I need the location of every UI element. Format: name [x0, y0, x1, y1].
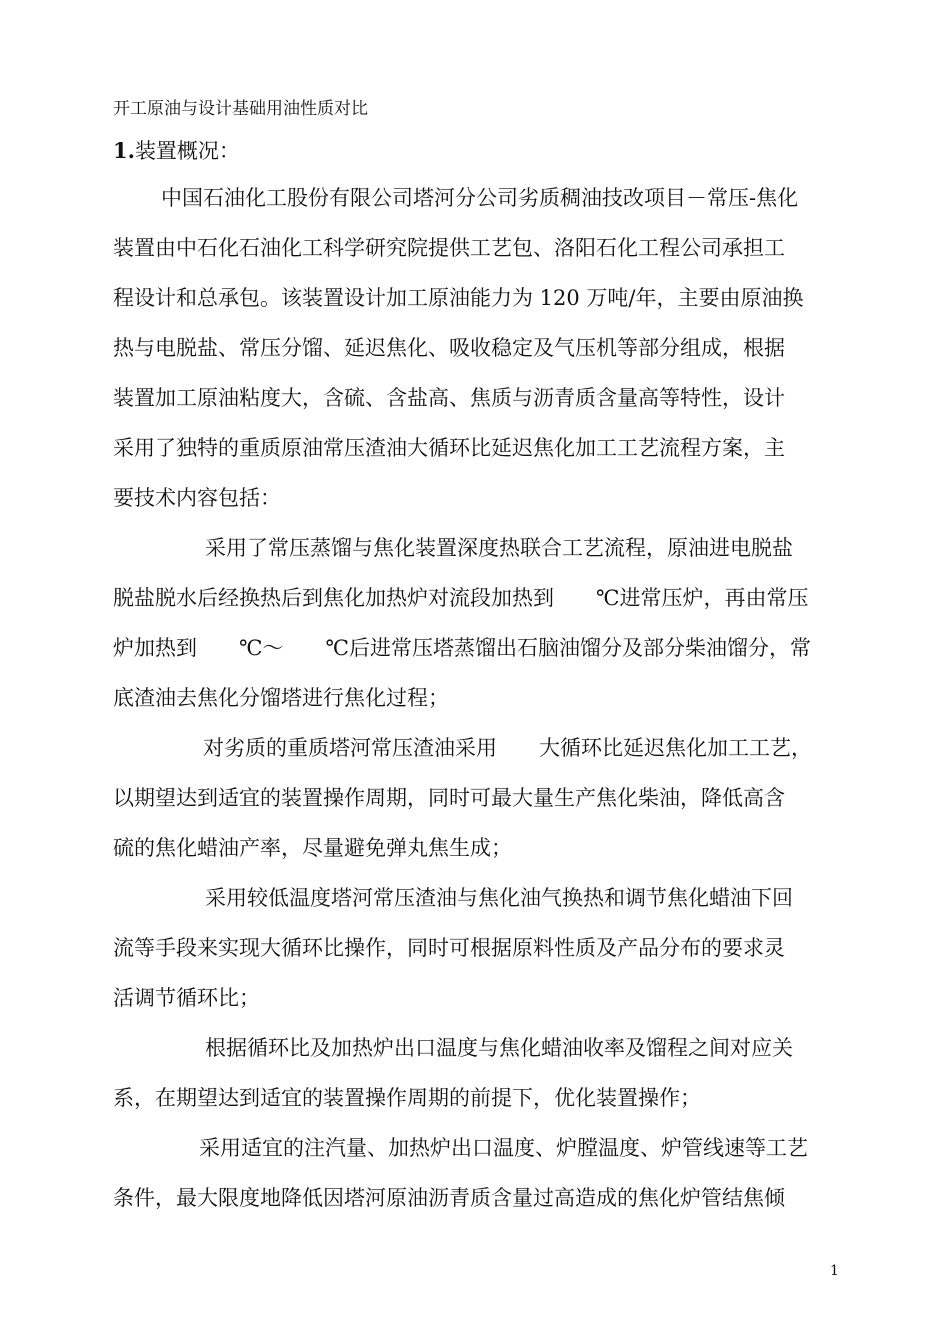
- section-number: 1.: [113, 138, 135, 163]
- paragraph-line: 装置加工原油粘度大，含硫、含盐高、焦质与沥青质含量高等特性，设计: [113, 386, 785, 410]
- paragraph-line: 要技术内容包括：: [113, 486, 281, 510]
- paragraph-line: 硫的焦化蜡油产率，尽量避免弹丸焦生成；: [113, 836, 512, 860]
- paragraph-line: 流等手段来实现大循环比操作，同时可根据原料性质及产品分布的要求灵: [113, 936, 785, 960]
- section-heading: [113, 136, 240, 166]
- paragraph-line: 采用了常压蒸馏与焦化装置深度热联合工艺流程，原油进电脱盐: [205, 536, 793, 560]
- paragraph-line: 热与电脱盐、常压分馏、延迟焦化、吸收稳定及气压机等部分组成，根据: [113, 336, 785, 360]
- paragraph-line: 以期望达到适宜的装置操作周期，同时可最大量生产焦化柴油，降低高含: [113, 786, 785, 810]
- paragraph-line: 活调节循环比；: [113, 986, 260, 1010]
- paragraph-line: 对劣质的重质塔河常压渣油采用 大循环比延迟焦化加工工艺，: [203, 736, 812, 760]
- paragraph-line: 系，在期望达到适宜的装置操作周期的前提下，优化装置操作；: [113, 1086, 701, 1110]
- paragraph-line: 脱盐脱水后经换热后到焦化加热炉对流段加热到 ℃进常压炉，再由常压: [113, 586, 809, 610]
- paragraph-line: 采用适宜的注汽量、加热炉出口温度、炉膛温度、炉管线速等工艺: [199, 1136, 808, 1160]
- page-number: 1: [830, 1263, 839, 1279]
- paragraph-line: 采用了独特的重质原油常压渣油大循环比延迟焦化加工工艺流程方案，主: [113, 436, 785, 460]
- paragraph-line: 条件，最大限度地降低因塔河原油沥青质含量过高造成的焦化炉管结焦倾: [113, 1186, 785, 1210]
- paragraph-line: 根据循环比及加热炉出口温度与焦化蜡油收率及馏程之间对应关: [205, 1036, 793, 1060]
- paragraph-line: 炉加热到 ℃～ ℃后进常压塔蒸馏出石脑油馏分及部分柴油馏分，常: [113, 636, 811, 660]
- paragraph-line: 程设计和总承包。该装置设计加工原油能力为 120 万吨/年，主要由原油换: [113, 286, 804, 310]
- section-heading-text: 装置概况：: [134, 139, 240, 163]
- paragraph-line: 底渣油去焦化分馏塔进行焦化过程；: [113, 686, 449, 710]
- paragraph-line: 中国石油化工股份有限公司塔河分公司劣质稠油技改项目－常压-焦化: [161, 186, 799, 210]
- paragraph-line: 装置由中石化石油化工科学研究院提供工艺包、洛阳石化工程公司承担工: [113, 236, 785, 260]
- paragraph-line: 采用较低温度塔河常压渣油与焦化油气换热和调节焦化蜡油下回: [205, 886, 793, 910]
- document-title: 开工原油与设计基础用油性质对比: [113, 99, 368, 119]
